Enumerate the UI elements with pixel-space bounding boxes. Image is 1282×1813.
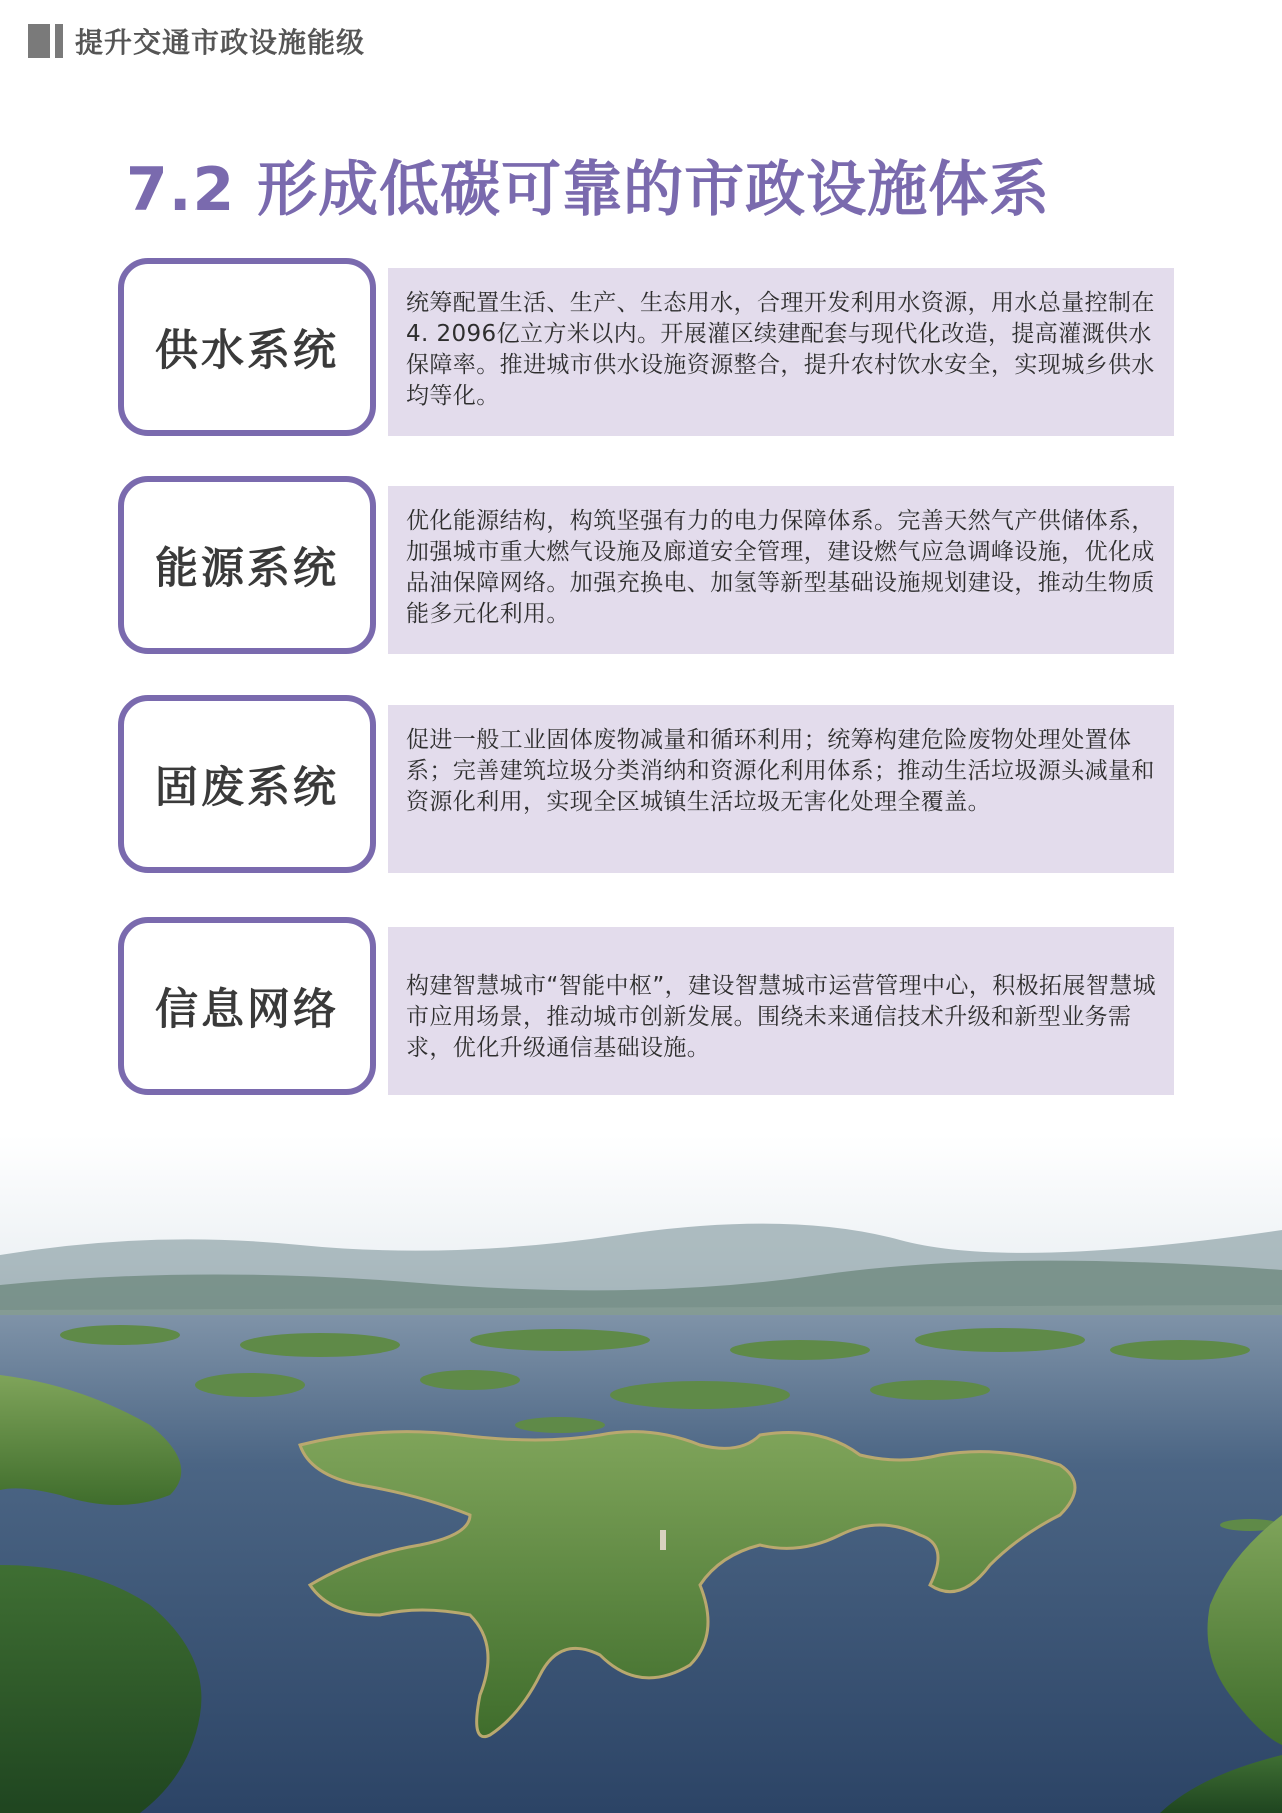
section-description-box [388, 486, 1174, 654]
section-label-box [118, 258, 376, 436]
section-description-box [388, 705, 1174, 873]
section-description-box [388, 268, 1174, 436]
section-energy [118, 476, 1175, 656]
section-label: 信息网络 [155, 984, 339, 1035]
section-description-box [388, 927, 1174, 1095]
header-bar-large [28, 24, 50, 58]
section-info-network [118, 917, 1175, 1097]
lake-islands-photo [0, 1135, 1282, 1813]
section-water-supply [118, 258, 1175, 438]
section-description: 统筹配置生活、生产、生态用水，合理开发利用水资源，用水总量控制在4. 2096亿立方米以内。开展灌区续建配套与现代化改造，提高灌溉供水保障率。推进城市供水设施资源整合，提升农村饮水安全，实现城乡供水均等化。 [406, 290, 1155, 409]
section-label-box [118, 476, 376, 654]
section-label: 供水系统 [155, 325, 339, 376]
header-title: 提升交通市政设施能级 [75, 26, 366, 59]
header-bar-small [55, 24, 63, 58]
section-description: 促进一般工业固体废物减量和循环利用；统筹构建危险废物处理处置体系；完善建筑垃圾分类消纳和资源化利用体系；推动生活垃圾源头减量和资源化利用，实现全区城镇生活垃圾无害化处理全覆盖。 [406, 727, 1155, 815]
section-solid-waste [118, 695, 1175, 875]
section-label: 能源系统 [155, 543, 339, 594]
section-label: 固废系统 [155, 762, 339, 813]
page-title: 7.2 形成低碳可靠的市政设施体系 [126, 155, 1051, 225]
section-description: 构建智慧城市“智能中枢”，建设智慧城市运营管理中心，积极拓展智慧城市应用场景，推动城市创新发展。围绕未来通信技术升级和新型业务需求，优化升级通信基础设施。 [406, 973, 1157, 1061]
section-label-box [118, 917, 376, 1095]
section-label-box [118, 695, 376, 873]
page-header [28, 22, 365, 60]
section-description: 优化能源结构，构筑坚强有力的电力保障体系。完善天然气产供储体系，加强城市重大燃气设施及廊道安全管理，建设燃气应急调峰设施，优化成品油保障网络。加强充换电、加氢等新型基础设施规划建设，推动生物质能多元化利用。 [406, 508, 1155, 627]
